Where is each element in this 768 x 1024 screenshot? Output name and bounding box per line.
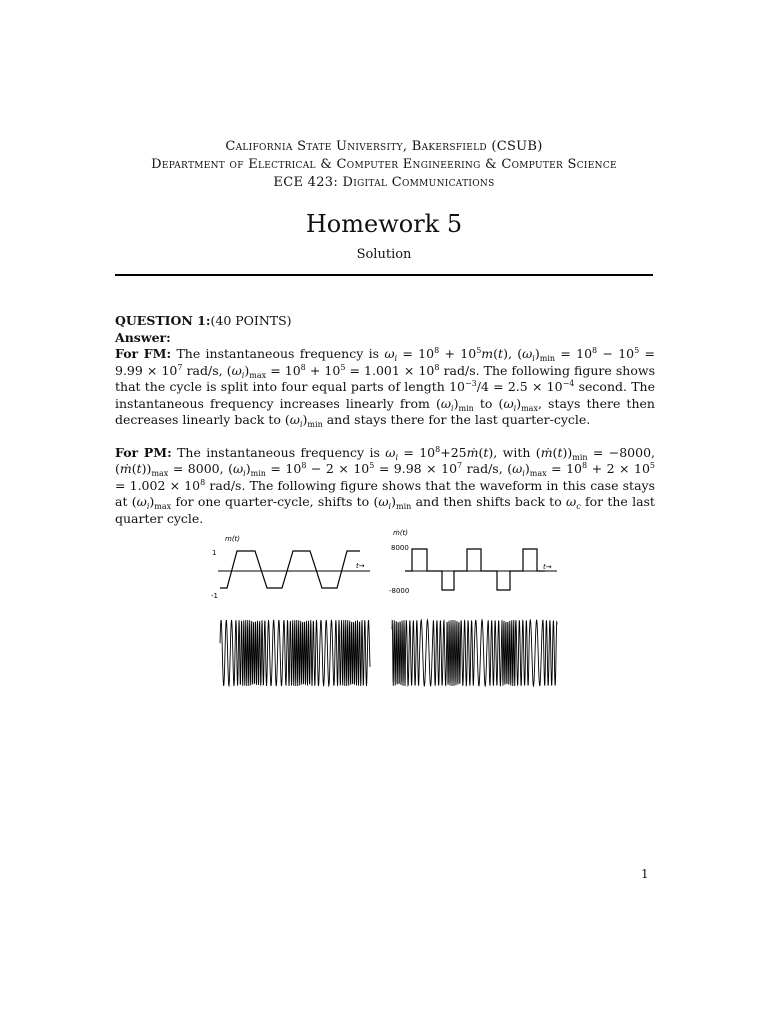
department-name: Department of Electrical & Computer Engineering & Computer Science xyxy=(151,157,617,172)
document-body xyxy=(115,313,655,527)
pm-message-plot xyxy=(389,529,557,595)
fm-text: and stays there for the last quarter-cycle. xyxy=(326,412,591,427)
fm-modulated-waveform xyxy=(220,620,370,686)
fm-wave-trace xyxy=(220,620,370,686)
fm-signal-label: m(t) xyxy=(225,535,241,543)
pm-equation: $\omega_i$ = $10^8+25ṁ(t)$ xyxy=(385,444,494,462)
pm-text: rad/s. The following figure shows that the waveform in this case stays at xyxy=(115,477,656,509)
fm-time-label: t→ xyxy=(356,562,365,570)
pm-equation: $(\omega_i)_{max} = 10^8 + 2 \times 10^5 = 1.002 \times 10^8$ xyxy=(115,461,656,493)
pm-signal-label: ṁ(t) xyxy=(393,529,409,537)
fm-message-plot xyxy=(211,535,370,600)
pm-equation: $(\omega_i)_{min}$ xyxy=(373,494,412,511)
fm-pm-waveform-figure xyxy=(205,526,575,692)
fm-equation: $(\omega_i)_{max} = 10^8 + 10^5 = 1.001 \times 10^8$ xyxy=(226,362,440,380)
pm-modulated-waveform xyxy=(392,620,557,686)
paragraph-gap xyxy=(115,429,655,445)
pm-text: rad/s, xyxy=(466,461,503,476)
pm-text: and then shifts back to xyxy=(415,494,562,509)
fm-min-label: -1 xyxy=(211,592,218,600)
pm-max-label: 8000 xyxy=(391,544,409,552)
fm-text: rad/s, xyxy=(186,362,223,378)
page-title: Homework 5 xyxy=(305,210,463,238)
pm-equation: $(\omega_i)_{max}$ xyxy=(131,494,172,511)
fm-equation: $10^{-3}/4 = 2.5 \times 10^{-4}$ xyxy=(449,379,575,394)
pm-min-label: -8000 xyxy=(389,587,410,595)
pm-message-waveform xyxy=(405,549,545,590)
course-name: ECE 423: Digital Communications xyxy=(273,175,495,190)
fm-text: , stays there then decreases linearly back to xyxy=(115,395,655,427)
fm-text: second. The instantaneous frequency increases linearly from xyxy=(115,379,655,411)
pm-text: The instantaneous frequency is xyxy=(177,444,380,460)
fm-message-waveform xyxy=(220,551,360,588)
title-divider xyxy=(115,274,653,276)
pm-text: for one quarter-cycle, shifts to xyxy=(175,494,370,509)
pm-equation: $(ṁ(t))_{min} = -8000$, $(ṁ(t))_{max} = 8000$, $(\omega_i)_{min} = 10^8 - 2 \times 10^5 = 9.98 \times 10^7$ xyxy=(115,444,655,478)
document-header xyxy=(0,138,768,192)
university-name: California State University, Bakersfield (CSUB) xyxy=(225,139,543,154)
fm-paragraph xyxy=(115,346,655,429)
question-label: QUESTION 1: xyxy=(115,313,211,328)
fm-equation: $(\omega_i)_{min}$ xyxy=(284,412,323,429)
fm-text: The instantaneous frequency is xyxy=(176,346,380,361)
fm-text: rad/s. The following figure shows that the cycle is split into four equal parts of length xyxy=(115,362,655,394)
pm-paragraph xyxy=(115,445,655,528)
answer-label: Answer: xyxy=(115,329,171,345)
question-heading xyxy=(115,313,655,330)
page-subtitle: Solution xyxy=(356,247,412,262)
fm-equation: $\omega_i = 10^8 + 10^5m(t)$, $(\omega_i)_{min} = 10^8 - 10^5 = 9.99 \times 10^7$ xyxy=(115,346,656,378)
fm-equation: $(\omega_i)_{max}$ xyxy=(498,395,538,413)
fm-label: For FM: xyxy=(115,346,172,361)
fm-max-label: 1 xyxy=(212,549,217,557)
pm-time-label: t→ xyxy=(543,563,552,571)
pm-label: For PM: xyxy=(115,444,172,460)
answer-heading xyxy=(115,330,655,347)
pm-text: , with xyxy=(493,444,531,460)
pm-equation: $\omega_c$ xyxy=(566,494,581,511)
fm-equation: $(\omega_i)_{min}$ xyxy=(435,395,474,413)
pm-wave-trace xyxy=(392,620,557,686)
page-number: 1 xyxy=(641,867,649,881)
fm-text: to xyxy=(479,395,493,411)
pm-text: for the last quarter cycle. xyxy=(115,494,655,526)
question-points: (40 POINTS) xyxy=(210,313,292,328)
